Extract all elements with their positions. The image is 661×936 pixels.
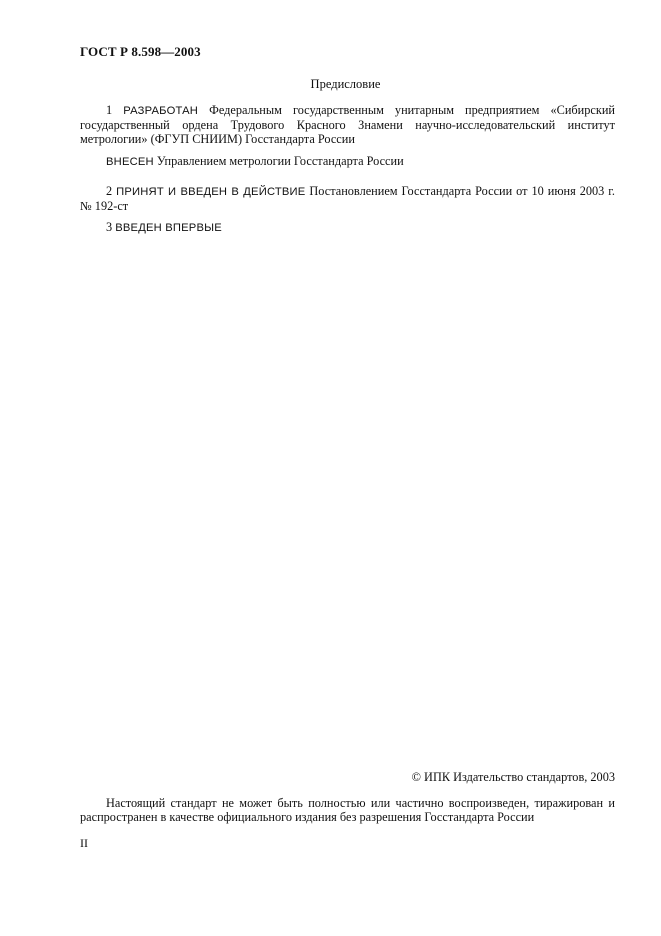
- item-heading-introduced: ВНЕСЕН: [106, 156, 154, 168]
- foreword-item-developed: [80, 103, 615, 146]
- item-heading-first-introduced: ВВЕДЕН ВПЕРВЫЕ: [115, 222, 222, 234]
- item-heading-adopted: ПРИНЯТ И ВВЕДЕН В ДЕЙСТВИЕ: [116, 186, 306, 198]
- foreword-item-first-introduced: [80, 220, 615, 235]
- standard-number-header: ГОСТ Р 8.598—2003: [80, 44, 201, 59]
- foreword-item-introduced: [80, 154, 615, 169]
- reproduction-notice: Настоящий стандарт не может быть полностью или частично воспроизведен, тиражирован и распространен в качестве официального издания без разрешения Госстандарта России: [80, 796, 615, 824]
- item-text-introduced: Управлением метрологии Госстандарта России: [153, 154, 404, 168]
- foreword-title: Предисловие: [310, 77, 381, 91]
- item-number: 2: [106, 184, 113, 198]
- item-heading-developed: РАЗРАБОТАН: [123, 105, 199, 117]
- item-text-developed: Федеральным государственным унитарным предприятием «Сибирский государственный ордена Трудового Красного Знамени научно-исследовательский институт метрологии» (ФГУП СНИИМ) Госстандарта России: [80, 103, 615, 146]
- copyright-line: © ИПК Издательство стандартов, 2003: [411, 770, 615, 784]
- item-text-adopted: Постановлением Госстандарта России от 10 июня 2003 г. № 192-ст: [80, 184, 616, 213]
- page-number: II: [80, 836, 88, 850]
- item-number: 1: [106, 103, 113, 117]
- item-number: 3: [106, 220, 113, 234]
- foreword-item-adopted: [80, 184, 615, 213]
